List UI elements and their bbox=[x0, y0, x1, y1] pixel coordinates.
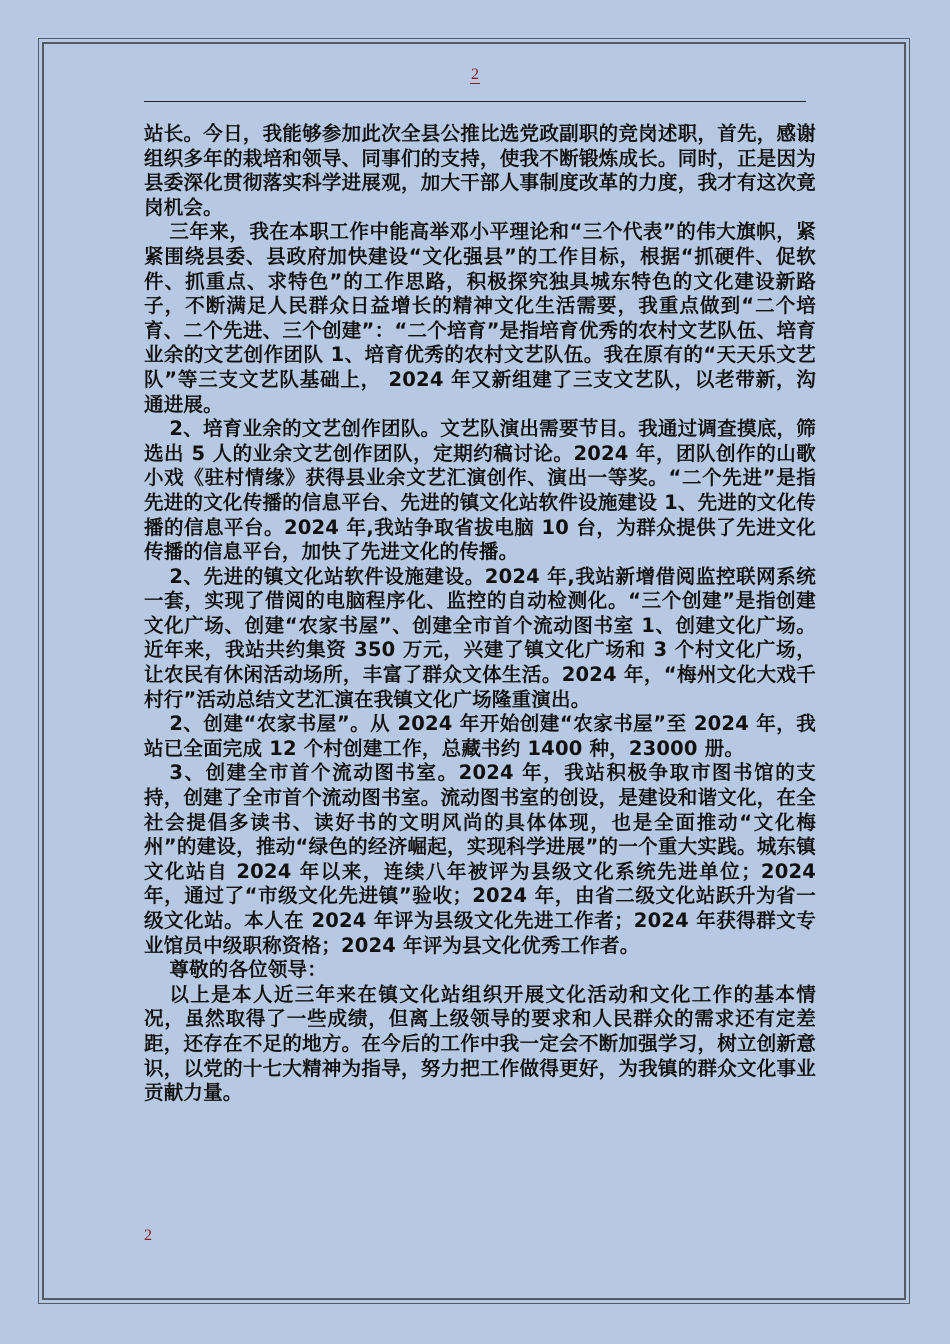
paragraph-5: 2、创建“农家书屋”。从 2024 年开始创建“农家书屋”至 2024 年，我站已全面完成 12 个村创建工作，总藏书约 1400 种，23000 册。 bbox=[144, 712, 816, 760]
header-page-number bbox=[0, 66, 950, 84]
paragraph-closing: 以上是本人近三年来在镇文化站组织开展文化活动和文化工作的基本情况，虽然取得了一些成绩，但离上级领导的要求和人民群众的需求还有定差距，还存在不足的地方。在今后的工作中我一定会不断加强学习，树立创新意识，以党的十七大精神为指导，努力把工作做得更好，为我镇的群众文化事业贡献力量。 bbox=[144, 982, 816, 1105]
paragraph-1: 站长。今日，我能够参加此次全县公推比选党政副职的竞岗述职，首先，感谢组织多年的栽培和领导、同事们的支持，使我不断锻炼成长。同时，正是因为县委深化贯彻落实科学进展观，加大干部人事制度改革的力度，我才有这次竟岗机会。 bbox=[144, 122, 816, 219]
header-rule bbox=[144, 101, 806, 102]
salutation: 尊敬的各位领导： bbox=[169, 958, 327, 982]
footer-page-number: 2 bbox=[144, 1227, 152, 1244]
document-body bbox=[144, 122, 816, 1106]
header-page-number-text: 2 bbox=[471, 66, 479, 83]
paragraph-3: 2、培育业余的文艺创作团队。文艺队演出需要节目。我通过调查摸底，筛选出 5 人的业余文艺创作团队，定期约稿讨论。2024 年，团队创作的山歌小戏《驻村情缘》获得县业余文艺汇演创作、演出一等奖。“二个先进”是指先进的文化传播的信息平台、先进的镇文化站软件设施建设 1、先进的文化传播的信息平台。2024 年,我站争取省拔电脑 10 台，为群众提供了先进文化传播的信息平台，加快了先进文化的传播。 bbox=[144, 417, 816, 564]
paragraph-2: 三年来，我在本职工作中能高举邓小平理论和“三个代表”的伟大旗帜，紧紧围绕县委、县政府加快建设“文化强县”的工作目标，根据“抓硬件、促软件、抓重点、求特色”的工作思路，积极探究独具城东特色的文化建设新路子，不断满足人民群众日益增长的精神文化生活需要，我重点做到“二个培育、二个先进、三个创建”：“二个培育”是指培育优秀的农村文艺队伍、培育业余的文艺创作团队 1、培育优秀的农村文艺队伍。我在原有的“天天乐文艺队”等三支文艺队基础上， 2024 年又新组建了三支文艺队，以老带新，沟通进展。 bbox=[144, 220, 816, 416]
paragraph-6: 3、创建全市首个流动图书室。2024 年，我站积极争取市图书馆的支持，创建了全市首个流动图书室。流动图书室的创设，是建设和谐文化，在全社会提倡多读书、读好书的文明风尚的具体体现，也是全面推动“文化梅州”的建设，推动“绿色的经济崛起，实现科学进展”的一个重大实践。城东镇文化站自 2024 年以来，连续八年被评为县级文化系统先进单位；2024 年，通过了“市级文化先进镇”验收；2024 年，由省二级文化站跃升为省一级文化站。本人在 2024 年评为县级文化先进工作者；2024 年获得群文专业馆员中级职称资格；2024 年评为县文化优秀工作者。 bbox=[144, 761, 816, 957]
paragraph-4: 2、先进的镇文化站软件设施建设。2024 年,我站新增借阅监控联网系统一套，实现了借阅的电脑程序化、监控的自动检测化。“三个创建”是指创建文化广场、创建“农家书屋”、创建全市首个流动图书室 1、创建文化广场。近年来，我站共约集资 350 万元，兴建了镇文化广场和 3 个村文化广场，让农民有休闲活动场所，丰富了群众文体生活。2024 年，“梅州文化大戏千村行”活动总结文艺汇演在我镇文化广场隆重演出。 bbox=[144, 564, 816, 711]
